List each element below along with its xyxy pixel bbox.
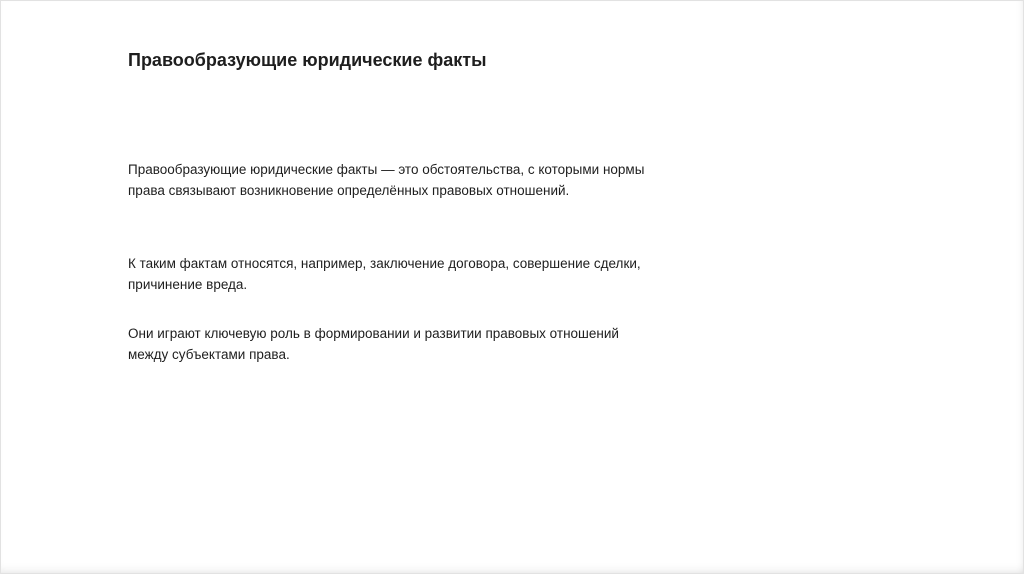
slide-title: Правообразующие юридические факты — [128, 50, 487, 70]
paragraph-role: Они играют ключевую роль в формировании и развитии правовых отношений между субъектами права. — [128, 326, 619, 362]
paragraph-definition: Правообразующие юридические факты — это обстоятельства, с которыми нормы права связывают возникновение определённых правовых отношений. — [128, 162, 645, 198]
paragraph-examples: К таким фактам относятся, например, заключение договора, совершение сделки, причинение вреда. — [128, 256, 641, 292]
